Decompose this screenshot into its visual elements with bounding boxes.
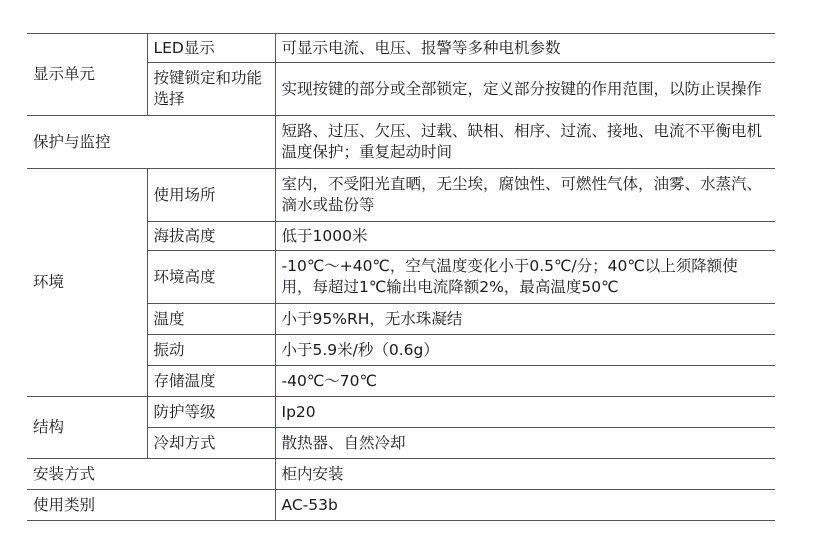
value-protection-grade: Ip20 bbox=[275, 397, 775, 428]
category-installation: 安装方式 bbox=[27, 459, 275, 490]
param-humidity: 温度 bbox=[147, 304, 275, 335]
param-key-lock: 按键锁定和功能选择 bbox=[147, 63, 275, 116]
value-humidity: 小于95%RH，无水珠凝结 bbox=[275, 304, 775, 335]
param-protection-grade: 防护等级 bbox=[147, 397, 275, 428]
value-usage: AC-53b bbox=[275, 490, 775, 521]
table-row bbox=[27, 490, 775, 521]
value-vibration: 小于5.9米/秒（0.6g） bbox=[275, 335, 775, 366]
category-structure: 结构 bbox=[27, 397, 147, 459]
value-led-display: 可显示电流、电压、报警等多种电机参数 bbox=[275, 34, 775, 63]
table-row bbox=[27, 169, 775, 222]
value-storage-temp: -40℃～70℃ bbox=[275, 366, 775, 397]
param-storage-temp: 存储温度 bbox=[147, 366, 275, 397]
category-display-unit: 显示单元 bbox=[27, 34, 147, 116]
value-installation: 柜内安装 bbox=[275, 459, 775, 490]
param-cooling: 冷却方式 bbox=[147, 428, 275, 459]
value-protection: 短路、过压、欠压、过载、缺相、相序、过流、接地、电流不平衡电机温度保护；重复起动时间 bbox=[275, 116, 775, 169]
value-altitude: 低于1000米 bbox=[275, 222, 775, 251]
value-cooling: 散热器、自然冷却 bbox=[275, 428, 775, 459]
table-row bbox=[27, 34, 775, 63]
value-env-height: -10℃～+40℃，空气温度变化小于0.5℃/分；40℃以上须降额使用，每超过1℃输出电流降额2%，最高温度50℃ bbox=[275, 251, 775, 304]
category-protection: 保护与监控 bbox=[27, 116, 275, 169]
value-usage-site: 室内，不受阳光直晒，无尘埃，腐蚀性、可燃性气体，油雾、水蒸汽、滴水或盐份等 bbox=[275, 169, 775, 222]
category-usage: 使用类别 bbox=[27, 490, 275, 521]
param-altitude: 海拔高度 bbox=[147, 222, 275, 251]
param-led-display: LED显示 bbox=[147, 34, 275, 63]
value-key-lock: 实现按键的部分或全部锁定，定义部分按键的作用范围，以防止误操作 bbox=[275, 63, 775, 116]
param-vibration: 振动 bbox=[147, 335, 275, 366]
spec-table bbox=[27, 33, 775, 521]
param-env-height: 环境高度 bbox=[147, 251, 275, 304]
category-environment: 环境 bbox=[27, 169, 147, 397]
table-row bbox=[27, 397, 775, 428]
param-usage-site: 使用场所 bbox=[147, 169, 275, 222]
table-row bbox=[27, 459, 775, 490]
table-row bbox=[27, 116, 775, 169]
